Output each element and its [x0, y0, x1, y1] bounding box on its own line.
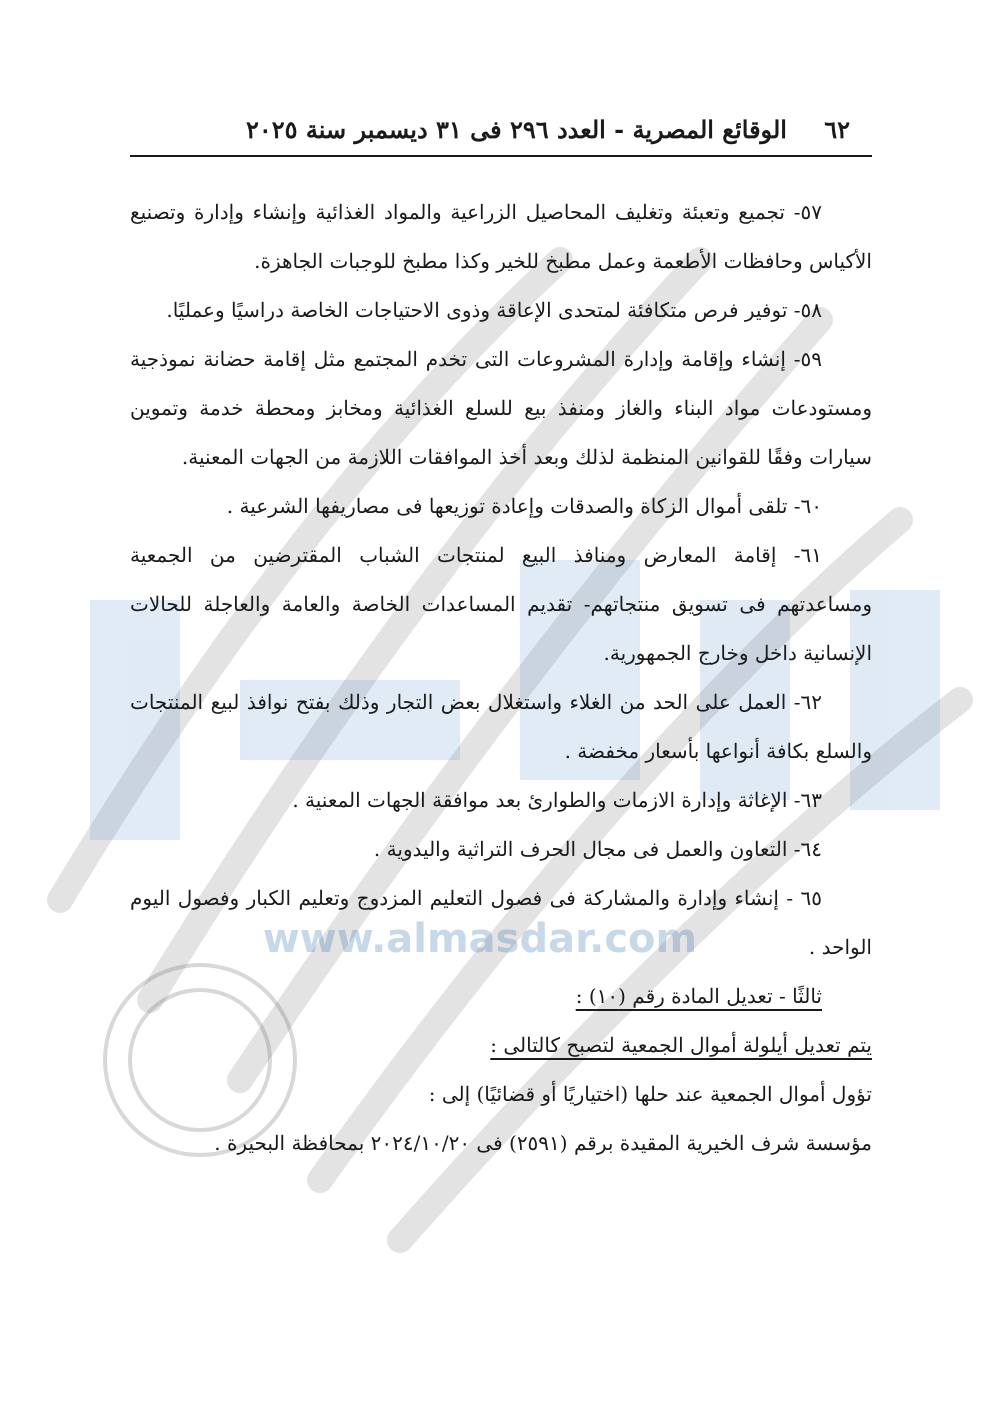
clause-58: ٥٨- توفير فرص متكافئة لمتحدى الإعاقة وذوى الاحتياجات الخاصة دراسيًا وعمليًا.: [166, 298, 822, 322]
clause-62: ٦٢- العمل على الحد من الغلاء واستغلال بعض التجار وذلك بفتح نوافذ لبيع المنتجات والسلع بكافة أنواعها بأسعار مخفضة .: [130, 690, 872, 763]
clause-59: ٥٩- إنشاء وإقامة وإدارة المشروعات التى تخدم المجتمع مثل إقامة حضانة نموذجية ومستودعات مواد البناء والغاز ومنفذ بيع للسلع الغذائية ومخابز ومحطة خدمة وتموين سيارات وفقًا للقوانين المنظمة لذلك وبعد أخذ الموافقات اللازمة من الجهات المعنية.: [130, 347, 872, 469]
page-number: ٦٢: [824, 115, 850, 144]
clause-61: ٦١- إقامة المعارض ومنافذ البيع لمنتجات الشباب المقترضين من الجمعية ومساعدتهم فى تسويق منتجاتهم- تقديم المساعدات الخاصة والعامة والعاجلة للحالات الإنسانية داخل وخارج الجمهورية.: [130, 543, 872, 665]
watermark-url: www.almasdar.com: [262, 916, 698, 962]
amendment-heading: ثالثًا - تعديل المادة رقم (١٠) :: [575, 984, 822, 1008]
amendment-line: تؤول أموال الجمعية عند حلها (اختياريًا أو قضائيًا) إلى :: [428, 1082, 872, 1106]
document-body: [130, 188, 872, 1168]
header-rule: [130, 155, 872, 157]
amendment-intro: يتم تعديل أيلولة أموال الجمعية لتصبح كالتالى :: [490, 1033, 872, 1057]
clause-65: ٦٥ - إنشاء وإدارة والمشاركة فى فصول التعليم المزدوج وتعليم الكبار وفصول اليوم الواحد .: [130, 886, 872, 959]
clause-63: ٦٣- الإغاثة وإدارة الازمات والطوارئ بعد موافقة الجهات المعنية .: [292, 788, 822, 812]
clause-60: ٦٠- تلقى أموال الزكاة والصدقات وإعادة توزيعها فى مصاريفها الشرعية .: [226, 494, 822, 518]
gazette-title: الوقائع المصرية - العدد ٢٩٦ فى ٣١ ديسمبر سنة ٢٠٢٥: [246, 115, 787, 144]
clause-64: ٦٤- التعاون والعمل فى مجال الحرف التراثية واليدوية .: [373, 837, 822, 861]
clause-57: ٥٧- تجميع وتعبئة وتغليف المحاصيل الزراعية والمواد الغذائية وإنشاء وإدارة وتصنيع الأكياس وحافظات الأطعمة وعمل مطبخ للخير وكذا مطبخ للوجبات الجاهزة.: [130, 200, 872, 273]
amendment-recipient: مؤسسة شرف الخيرية المقيدة برقم (٢٥٩١) فى ٢٠٢٤/١٠/٢٠ بمحافظة البحيرة .: [214, 1131, 872, 1155]
